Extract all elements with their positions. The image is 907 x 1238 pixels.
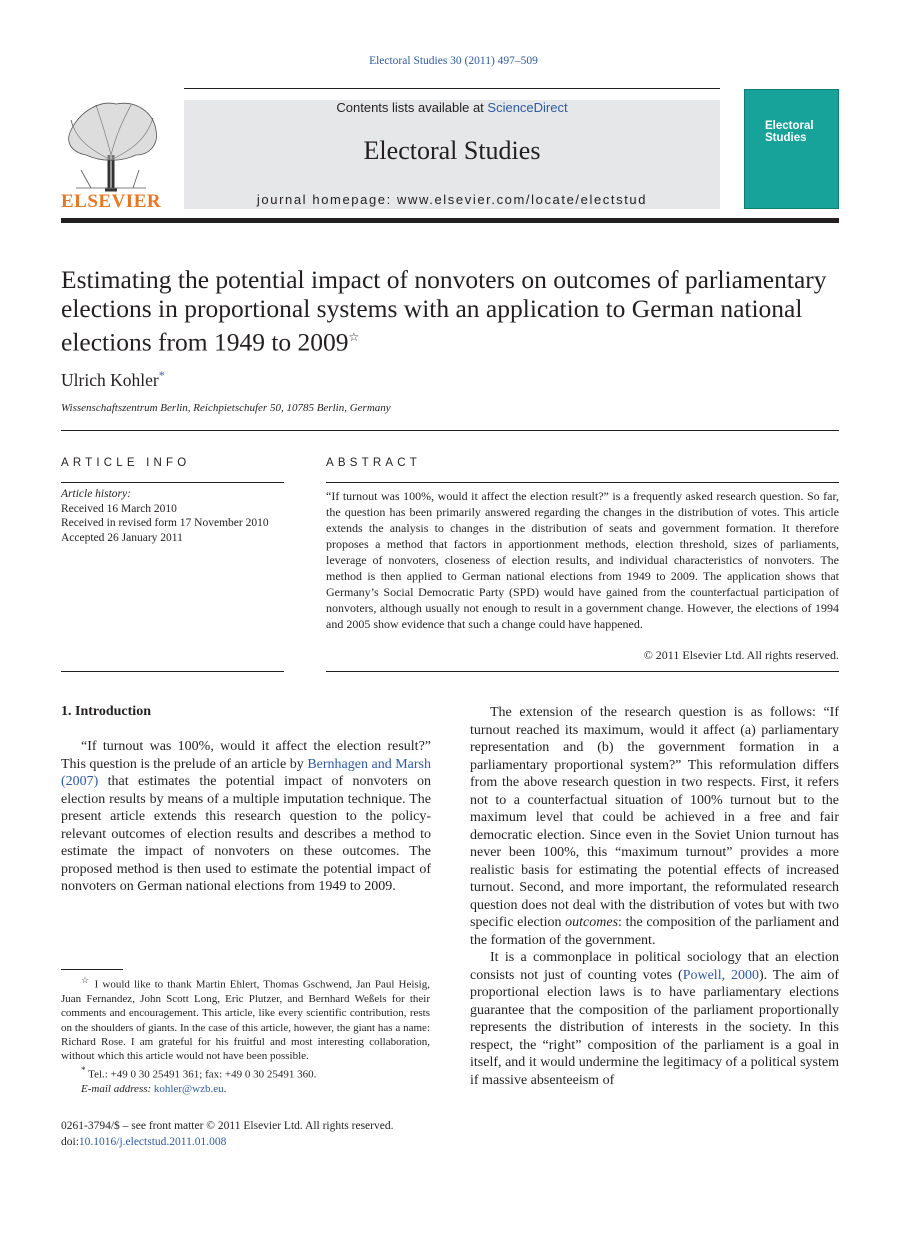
abstract-copyright: © 2011 Elsevier Ltd. All rights reserved.: [643, 648, 839, 662]
col2-p1-text-a: The extension of the research question is as follows: “If turnout reached its maximum, would it affect (a) parliamentary representation and (b) the government formation in a parliamentary proportional system?” This reformulation differs from the above research question in two respects. First, it refers not to a counterfactual situation of 100% turnout but to the maximum level that could be achieved in a free and fair democratic election. Since even in the Soviet Union turnout has never been 100%, this “maximum turnout” provides a more realistic basis for estimating the potential effects of increased turnout. Second, and more important, the reformulated research question does not deal with the distribution of votes but with two specific election: [470, 705, 839, 930]
journal-citation[interactable]: Electoral Studies 30 (2011) 497–509: [369, 55, 538, 67]
article-title-text: Estimating the potential impact of nonvoters on outcomes of parliamentary elections in proportional systems with an application to German national elections from 1949 to 2009: [61, 265, 827, 357]
col2-p1-text-b: : the composition of the parliament and the formation of the government.: [470, 915, 840, 948]
header-thick-rule: [61, 218, 839, 223]
email-link[interactable]: kohler@wzb.eu: [153, 1083, 224, 1096]
citation-powell-2000[interactable]: Powell, 2000: [682, 967, 759, 983]
title-footnote-mark[interactable]: ☆: [348, 330, 360, 344]
article-info-top-rule: [61, 482, 284, 483]
email-end: .: [223, 1083, 227, 1096]
col2-p1-emphasis: outcomes: [565, 915, 619, 930]
journal-homepage[interactable]: journal homepage: www.elsevier.com/locate/electstud: [256, 192, 648, 207]
abstract-heading: ABSTRACT: [326, 457, 421, 469]
contents-prefix: Contents lists available at: [336, 100, 488, 115]
col2-p2-text-b: ). The aim of proportional election laws is to have parliamentary elections guarantee that the composition of the parliament proportionally represents the distribution of interests in the society. In this respect, the “right” composition of the parliament is a goal in itself, and it would undermine the legitimacy of a political system if massive absenteeism of: [470, 967, 839, 1088]
abstract-bottom-rule: [326, 671, 839, 672]
journal-cover-thumbnail[interactable]: [744, 89, 839, 209]
sciencedirect-link[interactable]: ScienceDirect: [487, 100, 568, 115]
author-affiliation: Wissenschaftszentrum Berlin, Reichpietschufer 50, 10785 Berlin, Germany: [61, 402, 391, 414]
footnote-rule: [61, 969, 123, 970]
citation-bernhagen-marsh[interactable]: Bernhagen and Marsh (2007): [61, 756, 431, 789]
col2-p2-text-a: It is a commonplace in political sociology that an election consists not just of counting votes (: [470, 950, 839, 983]
cover-title: Electoral Studies: [765, 120, 814, 144]
contents-line: [184, 100, 720, 115]
doi-link[interactable]: 10.1016/j.electstud.2011.01.008: [78, 1135, 227, 1148]
intro-p1-text-b: that estimates the potential impact of nonvoters on election results by means of a multiple imputation technique. The present article extends this research question to the policy-relevant outcomes of election results and describes a method to estimate the impact of nonvoters on these outcomes. The proposed method is then used to estimate the potential impact of nonvoters on German national elections from 1949 to 2009.: [61, 774, 431, 894]
footnotes: [61, 973, 430, 1097]
author-line: [61, 368, 165, 391]
article-history: [61, 487, 269, 545]
doi-label: doi:: [61, 1135, 79, 1148]
article-info-bottom-rule: [61, 671, 284, 672]
author-name: Ulrich Kohler: [61, 369, 159, 390]
intro-p1-text-a: “If turnout was 100%, would it affect the election result?” This question is the prelude of an article by: [61, 739, 431, 772]
doi-line: [61, 1135, 393, 1151]
header-top-rule: [184, 88, 720, 89]
elsevier-wordmark[interactable]: ELSEVIER: [61, 191, 162, 212]
right-column: [470, 704, 839, 1089]
col2-paragraph-1: [470, 704, 839, 949]
footnote-contact: [61, 1063, 430, 1082]
front-matter: [61, 1119, 393, 1150]
abstract-text: “If turnout was 100%, would it affect the election result?” is a frequently asked research question. So far, the question has been primarily answered regarding the changes in the distribution of votes. This article extends the analysis to changes in the distribution of seats and government formation. It therefore proposes a method that factors in apportionment methods, election threshold, sizes of parliaments, leverage of nonvoters, closeness of election results, and individual characteristics of nonvoters. The method is then applied to German national elections from 1949 to 2009. The application shows that Germany’s Social Democratic Party (SPD) would have gained from the counterfactual participation of nonvoters, although usually not enough to result in a government change. However, the elections of 1994 and 2005 show evidence that such a change could have happened.: [326, 489, 839, 631]
footnote-star-mark: ☆: [81, 975, 91, 985]
footnote-email: [61, 1082, 430, 1096]
history-received: Received 16 March 2010: [61, 502, 177, 515]
article-title: [61, 266, 851, 357]
footnote-star-text: I would like to thank Martin Ehlert, Thomas Gschwend, Jan Paul Heisig, Juan Fernandez, John Scott Long, Eric Plutzer, and Bernhard Weßels for their comments and encouragement. This article, like every scientific contribution, rests on the shoulders of giants. In the case of this article, however, the giant has a name: Richard Rose. I am grateful for his fruitful and most interesting collaboration, without which this article would not have been possible.: [61, 978, 430, 1063]
section-heading-introduction: 1. Introduction: [61, 704, 151, 719]
intro-paragraph-1: [61, 738, 431, 896]
author-footnote-mark[interactable]: *: [158, 368, 165, 382]
footnote-asterisk-mark: *: [81, 1065, 86, 1076]
abstract-top-rule: [326, 482, 839, 483]
article-info-heading: ARTICLE INFO: [61, 457, 191, 469]
footnote-acknowledgement: [61, 973, 430, 1063]
col2-paragraph-2: [470, 949, 839, 1089]
issn-line: 0261-3794/$ – see front matter © 2011 Elsevier Ltd. All rights reserved.: [61, 1120, 394, 1132]
history-label: Article history:: [61, 488, 131, 500]
footnote-tel-text: Tel.: +49 0 30 25491 361; fax: +49 0 30 25491 360.: [85, 1069, 317, 1082]
history-revised: Received in revised form 17 November 2010: [61, 517, 269, 529]
journal-title: Electoral Studies: [363, 136, 541, 165]
history-accepted: Accepted 26 January 2011: [61, 531, 183, 544]
affiliation-rule: [61, 430, 839, 431]
email-label: E-mail address:: [81, 1083, 154, 1096]
